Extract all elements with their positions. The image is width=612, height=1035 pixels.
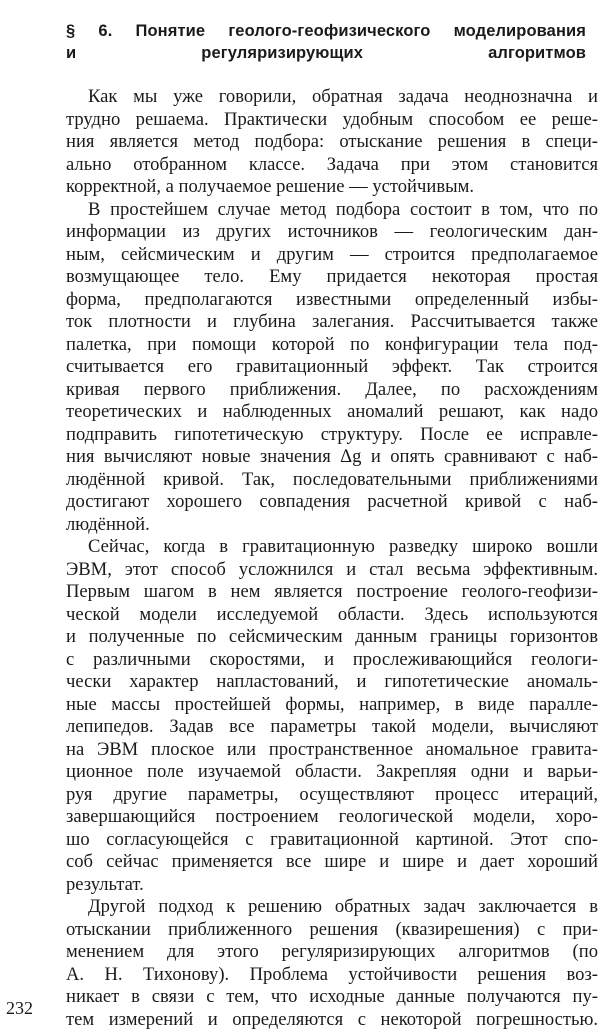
text-line: тем измерений и определяются с некоторой погрешностью. <box>66 1008 598 1030</box>
text-line: информации из других источников — геологическим дан- <box>66 221 598 242</box>
text-line: ционное поле изучаемой области. Закрепляя одни и варьи- <box>66 761 598 782</box>
text-line: с различными скоростями, и прослеживающийся геологи- <box>66 648 598 670</box>
text-line: Как мы уже говорили, обратная задача неоднозначна и <box>88 86 598 107</box>
text-line: и полученные по сейсмическим данным границы горизонтов <box>66 626 598 647</box>
heading-line: § 6. Понятие геолого-геофизического моделирования <box>66 22 586 40</box>
text-line: кривая первого приближения. Далее, по расхождениям <box>66 378 598 400</box>
text-line: достигают хорошего совпадения расчетной кривой с наб- <box>66 491 598 512</box>
text-line: шо согласующейся с гравитационной картиной. Этот спо- <box>66 828 598 850</box>
text-line: соб сейчас применяется все шире и шире и дает хороший <box>66 851 598 872</box>
section-heading <box>66 20 586 64</box>
text-line: ально отобранном классе. Задача при этом становится <box>66 153 598 175</box>
text-line: руя другие параметры, осуществляют процесс итераций, <box>66 783 598 805</box>
text-line: ческой модели исследуемой области. Здесь используются <box>66 603 598 625</box>
text-line: подправить гипотетическую структуру. После ее исправле- <box>66 423 598 445</box>
text-line: никает в связи с тем, что исходные данные получаются пу- <box>66 986 598 1007</box>
heading-line: и регуляризирующих алгоритмов <box>66 44 586 62</box>
text-line: ЭВМ, этот способ усложнился и стал весьма эффективным. <box>66 558 598 580</box>
text-line: ток плотности и глубина залегания. Рассчитывается также <box>66 311 598 332</box>
text-line: трудно решаема. Практически удобным способом ее реше- <box>66 108 598 130</box>
text-line: Сейчас, когда в гравитационную разведку широко вошли <box>88 536 598 557</box>
text-line: отыскании приближенного решения (квазирешения) с при- <box>66 918 598 940</box>
text-line: считывается его гравитационный эффект. Так строится <box>66 356 598 377</box>
text-line: менением для этого регуляризирующих алгоритмов (по <box>66 941 598 962</box>
text-line: результат. <box>66 873 144 895</box>
text-line: теоретических и наблюденных аномалий решают, как надо <box>66 401 598 422</box>
text-line: Первым шагом в нем является построение геолого-геофизи- <box>66 581 598 602</box>
text-line: лепипедов. Задав все параметры такой модели, вычисляют <box>66 716 598 737</box>
text-line: ния вычисляют новые значения Δg и опять сравнивают с наб- <box>66 446 598 467</box>
text-line: ния является метод подбора: отыскание решения в специ- <box>66 131 598 152</box>
page-number: 232 <box>6 998 33 1018</box>
text-line: людённой. <box>66 513 150 535</box>
text-line: корректной, а получаемое решение — устойчивым. <box>66 176 474 197</box>
text-line: людённой кривой. Так, последовательными приближениями <box>66 468 598 490</box>
text-line: на ЭВМ плоское или пространственное аномальное гравита- <box>66 738 598 760</box>
text-line: палетка, при помощи которой по конфигурации тела под- <box>66 333 598 355</box>
text-line: чески характер напластований, и гипотетические аномаль- <box>66 671 598 692</box>
text-line: форма, предполагаются известными определенный избы- <box>66 288 598 310</box>
text-line: завершающийся построением геологической модели, хоро- <box>66 806 598 827</box>
text-line: В простейшем случае метод подбора состоит в том, что по <box>88 198 598 220</box>
text-line: ные массы простейшей формы, например, в виде паралле- <box>66 693 598 715</box>
text-line: ным, сейсмическим и другим — строится предполагаемое <box>66 243 598 265</box>
text-line: А. Н. Тихонову). Проблема устойчивости решения воз- <box>66 963 598 985</box>
text-line: Другой подход к решению обратных задач заключается в <box>88 896 598 917</box>
text-line: возмущающее тело. Ему придается некоторая простая <box>66 266 598 287</box>
body-text <box>66 86 598 1031</box>
